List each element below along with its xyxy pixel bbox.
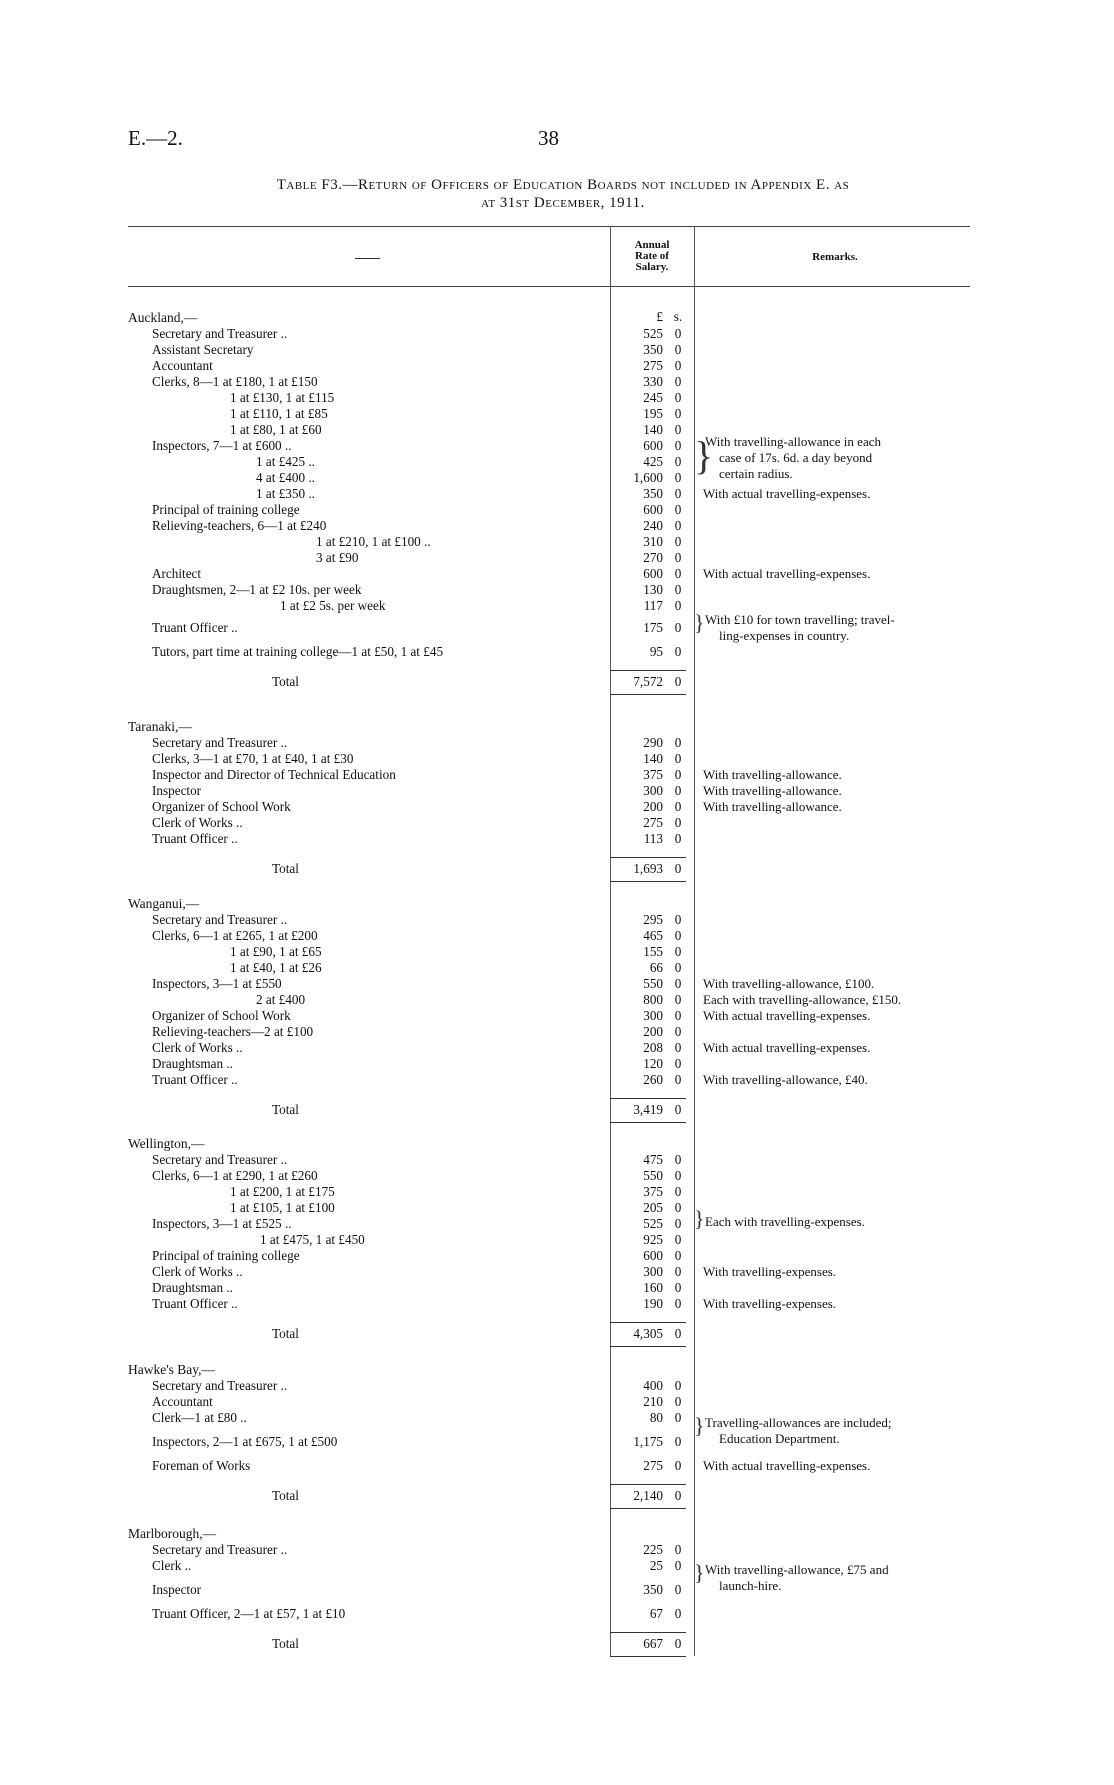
remark: With actual travelling-expenses. (703, 566, 871, 581)
salary-pounds: 350 (643, 1582, 663, 1597)
salary-shillings: 0 (674, 1394, 682, 1409)
salary-pounds: 205 (643, 1200, 663, 1215)
officer-label: Secretary and Treasurer .. (152, 326, 288, 341)
total-bottom-rule (610, 1122, 686, 1123)
officer-label: Clerks, 3—1 at £70, 1 at £40, 1 at £30 (152, 751, 354, 766)
table-row (128, 1378, 970, 1394)
officer-label: Secretary and Treasurer .. (152, 912, 288, 927)
salary-shillings: 0 (674, 1216, 682, 1231)
salary-pounds: 130 (643, 582, 663, 597)
salary-shillings: 0 (674, 550, 682, 565)
officer-label: Truant Officer .. (152, 1072, 238, 1087)
remark: With travelling-allowance, £40. (703, 1072, 868, 1087)
salary-shillings: 0 (674, 1582, 682, 1597)
officer-label: Inspectors, 7—1 at £600 .. (152, 438, 292, 453)
brace-auckland-truant: } (694, 610, 705, 635)
section-heading: Hawke's Bay,— (128, 1362, 216, 1377)
officer-label: Clerks, 8—1 at £180, 1 at £150 (152, 374, 318, 389)
officer-label: 4 at £400 .. (256, 470, 315, 485)
salary-pounds: 375 (643, 1184, 663, 1199)
salary-shillings: 0 (674, 470, 682, 485)
officer-label: Principal of training college (152, 1248, 300, 1263)
table-row (128, 831, 970, 847)
table-row (128, 390, 970, 406)
salary-column-header: Annual Rate of Salary. (634, 239, 670, 273)
table-top-rule (128, 226, 970, 227)
total-label: Total (272, 861, 299, 876)
table-row (128, 1152, 970, 1168)
officer-label: Secretary and Treasurer .. (152, 1542, 288, 1557)
salary-pounds: 80 (649, 1410, 663, 1425)
officer-label: Inspector and Director of Technical Education (152, 767, 396, 782)
salary-shillings: 0 (674, 1008, 682, 1023)
salary-pounds: 210 (643, 1394, 663, 1409)
total-pounds: 2,140 (633, 1488, 663, 1503)
officer-label: Draughtsman .. (152, 1056, 233, 1071)
table-row (128, 1184, 970, 1200)
section-heading: Auckland,— (128, 310, 198, 325)
table-row (128, 518, 970, 534)
officer-label: 1 at £130, 1 at £115 (230, 390, 335, 405)
officer-label: Truant Officer, 2—1 at £57, 1 at £10 (152, 1606, 346, 1621)
officer-label: Draughtsmen, 2—1 at £2 10s. per week (152, 582, 362, 597)
remark: With travelling-expenses. (703, 1296, 837, 1311)
remark: With actual travelling-expenses. (703, 1458, 871, 1473)
salary-shillings: 0 (674, 1024, 682, 1039)
salary-shillings: 0 (674, 486, 682, 501)
table-row (128, 976, 970, 992)
officer-label: 1 at £105, 1 at £100 (230, 1200, 335, 1215)
officer-label: Clerks, 6—1 at £265, 1 at £200 (152, 928, 318, 943)
table-title-line-2: at 31st December, 1911. (481, 195, 645, 211)
officer-label: Inspectors, 3—1 at £550 (152, 976, 282, 991)
table-row (128, 1024, 970, 1040)
salary-pounds: 375 (643, 767, 663, 782)
officer-label: Truant Officer .. (152, 831, 238, 846)
salary-pounds: 600 (643, 566, 663, 581)
salary-shillings: 0 (674, 1606, 682, 1621)
total-rule (610, 1098, 686, 1099)
salary-pounds: 160 (643, 1280, 663, 1295)
salary-shillings: 0 (674, 438, 682, 453)
salary-shillings: 0 (674, 1200, 682, 1215)
total-bottom-rule (610, 694, 686, 695)
salary-pounds: 140 (643, 751, 663, 766)
salary-pounds: 290 (643, 735, 663, 750)
remark: With travelling-allowance. (703, 783, 842, 798)
salary-shillings: 0 (674, 502, 682, 517)
table-row (128, 1606, 970, 1622)
salary-shillings: 0 (674, 992, 682, 1007)
salary-shillings: 0 (674, 566, 682, 581)
remark-hawkes-inspectors: Travelling-allowances are included; Education Department. (705, 1415, 892, 1446)
total-row (128, 861, 970, 877)
officer-label: Foreman of Works (152, 1458, 251, 1473)
document-code: E.—2. (128, 126, 183, 150)
total-pounds: 1,693 (633, 861, 663, 876)
table-row (128, 1248, 970, 1264)
salary-shillings: 0 (674, 1056, 682, 1071)
salary-pounds: 175 (643, 620, 663, 635)
salary-pounds: 208 (643, 1040, 663, 1055)
table-row (128, 1168, 970, 1184)
total-label: Total (272, 674, 299, 689)
units-row: £ s. (656, 309, 683, 324)
officer-label: Secretary and Treasurer .. (152, 735, 288, 750)
total-pounds: 3,419 (633, 1102, 663, 1117)
salary-pounds: 95 (649, 644, 663, 659)
remark-auckland-inspectors: With travelling-allowance in each case of 17s. 6d. a day beyond certain radius. (705, 434, 881, 481)
description-column-header (355, 258, 380, 259)
salary-pounds: 600 (643, 502, 663, 517)
total-rule (610, 1322, 686, 1323)
salary-shillings: 0 (674, 390, 682, 405)
remark: With actual travelling-expenses. (703, 486, 871, 501)
table-row (128, 550, 970, 566)
salary-shillings: 0 (674, 582, 682, 597)
officer-label: Architect (152, 566, 202, 581)
total-pounds: 667 (643, 1636, 663, 1651)
officer-label: 1 at £425 .. (256, 454, 315, 469)
salary-pounds: 155 (643, 944, 663, 959)
salary-shillings: 0 (674, 960, 682, 975)
salary-pounds: 475 (643, 1152, 663, 1167)
table-row (128, 735, 970, 751)
total-rule (610, 857, 686, 858)
salary-shillings: 0 (674, 944, 682, 959)
total-bottom-rule (610, 881, 686, 882)
salary-pounds: 600 (643, 1248, 663, 1263)
salary-pounds: 120 (643, 1056, 663, 1071)
officer-label: 1 at £80, 1 at £60 (230, 422, 322, 437)
salary-pounds: 350 (643, 486, 663, 501)
table-row (128, 815, 970, 831)
salary-shillings: 0 (674, 1264, 682, 1279)
salary-pounds: 550 (643, 976, 663, 991)
officer-label: Relieving-teachers, 6—1 at £240 (152, 518, 327, 533)
table-row (128, 1542, 970, 1558)
total-bottom-rule (610, 1656, 686, 1657)
salary-pounds: 1,175 (633, 1434, 663, 1449)
salary-pounds: 330 (643, 374, 663, 389)
salary-shillings: 0 (674, 1296, 682, 1311)
officer-label: 1 at £200, 1 at £175 (230, 1184, 335, 1199)
officer-label: Accountant (152, 358, 213, 373)
salary-pounds: 195 (643, 406, 663, 421)
table-row (128, 534, 970, 550)
salary-shillings: 0 (674, 644, 682, 659)
salary-shillings: 0 (674, 1542, 682, 1557)
officer-label: Relieving-teachers—2 at £100 (152, 1024, 314, 1039)
salary-pounds: 925 (643, 1232, 663, 1247)
officer-label: 1 at £110, 1 at £85 (230, 406, 328, 421)
salary-pounds: 800 (643, 992, 663, 1007)
table-row (128, 799, 970, 815)
total-row (128, 1326, 970, 1342)
salary-pounds: 295 (643, 912, 663, 927)
section-heading: Marlborough,— (128, 1526, 217, 1541)
brace-wellington-inspectors: } (694, 1206, 705, 1231)
table-row (128, 767, 970, 783)
officer-label: Inspector (152, 783, 202, 798)
salary-pounds: 25 (649, 1558, 663, 1573)
salary-pounds: 245 (643, 390, 663, 405)
table-row (128, 1072, 970, 1088)
total-shillings: 0 (674, 1636, 682, 1651)
officer-label: 2 at £400 (256, 992, 306, 1007)
total-label: Total (272, 1636, 299, 1651)
table-row (128, 326, 970, 342)
salary-shillings: 0 (674, 767, 682, 782)
salary-pounds: 140 (643, 422, 663, 437)
salary-shillings: 0 (674, 1232, 682, 1247)
officer-label: Inspectors, 3—1 at £525 .. (152, 1216, 292, 1231)
officer-label: Inspector (152, 1582, 202, 1597)
remark: Each with travelling-allowance, £150. (703, 992, 902, 1007)
officer-label: Clerk of Works .. (152, 1264, 243, 1279)
salary-shillings: 0 (674, 912, 682, 927)
table-row (128, 1296, 970, 1312)
remark: With travelling-allowance. (703, 767, 842, 782)
page-number: 38 (538, 126, 559, 150)
officer-label: Draughtsman .. (152, 1280, 233, 1295)
salary-shillings: 0 (674, 928, 682, 943)
salary-pounds: 275 (643, 1458, 663, 1473)
table-row (128, 342, 970, 358)
officer-label: 3 at £90 (316, 550, 359, 565)
salary-pounds: 400 (643, 1378, 663, 1393)
salary-pounds: 190 (643, 1296, 663, 1311)
table-row (128, 644, 970, 660)
officer-label: Clerks, 6—1 at £290, 1 at £260 (152, 1168, 318, 1183)
officer-label: Assistant Secretary (152, 342, 254, 357)
table-row (128, 1458, 970, 1474)
salary-pounds: 300 (643, 783, 663, 798)
section-heading: Wanganui,— (128, 896, 200, 911)
officer-label: Secretary and Treasurer .. (152, 1378, 288, 1393)
salary-pounds: 525 (643, 326, 663, 341)
officer-label: Truant Officer .. (152, 620, 238, 635)
salary-shillings: 0 (674, 815, 682, 830)
salary-shillings: 0 (674, 1378, 682, 1393)
salary-shillings: 0 (674, 1558, 682, 1573)
total-rule (610, 1632, 686, 1633)
total-label: Total (272, 1326, 299, 1341)
table-row (128, 502, 970, 518)
salary-pounds: 275 (643, 358, 663, 373)
table-row (128, 928, 970, 944)
salary-pounds: 300 (643, 1008, 663, 1023)
table-title (128, 176, 998, 212)
table-row (128, 406, 970, 422)
salary-shillings: 0 (674, 422, 682, 437)
salary-shillings: 0 (674, 1168, 682, 1183)
salary-shillings: 0 (674, 534, 682, 549)
officer-label: Truant Officer .. (152, 1296, 238, 1311)
officer-label: Organizer of School Work (152, 799, 291, 814)
table-row (128, 751, 970, 767)
salary-shillings: 0 (674, 976, 682, 991)
salary-pounds: 270 (643, 550, 663, 565)
officer-label: Organizer of School Work (152, 1008, 291, 1023)
section-heading: Taranaki,— (128, 719, 192, 734)
remark: With actual travelling-expenses. (703, 1040, 871, 1055)
table-row (128, 358, 970, 374)
remark-wellington-inspectors: Each with travelling-expenses. (705, 1214, 865, 1229)
salary-pounds: 350 (643, 342, 663, 357)
total-label: Total (272, 1102, 299, 1117)
salary-pounds: 117 (643, 598, 663, 613)
salary-shillings: 0 (674, 374, 682, 389)
salary-pounds: 525 (643, 1216, 663, 1231)
total-row (128, 1636, 970, 1652)
salary-shillings: 0 (674, 783, 682, 798)
table-row (128, 912, 970, 928)
table-row (128, 1232, 970, 1248)
salary-pounds: 600 (643, 438, 663, 453)
salary-shillings: 0 (674, 518, 682, 533)
table-row (128, 1056, 970, 1072)
salary-pounds: 550 (643, 1168, 663, 1183)
salary-shillings: 0 (674, 358, 682, 373)
remark: With actual travelling-expenses. (703, 1008, 871, 1023)
table-row (128, 374, 970, 390)
salary-pounds: 225 (643, 1542, 663, 1557)
total-shillings: 0 (674, 861, 682, 876)
salary-shillings: 0 (674, 454, 682, 469)
total-row (128, 1102, 970, 1118)
salary-shillings: 0 (674, 1434, 682, 1449)
total-label: Total (272, 1488, 299, 1503)
salary-pounds: 66 (649, 960, 663, 975)
table-row (128, 566, 970, 582)
section-heading: Wellington,— (128, 1136, 205, 1151)
salary-shillings: 0 (674, 326, 682, 341)
salary-shillings: 0 (674, 1248, 682, 1263)
officer-label: Clerk—1 at £80 .. (152, 1410, 247, 1425)
salary-shillings: 0 (674, 799, 682, 814)
officer-label: Tutors, part time at training college—1 at £50, 1 at £45 (152, 644, 444, 659)
salary-pounds: 113 (643, 831, 663, 846)
total-shillings: 0 (674, 1102, 682, 1117)
brace-marlborough-inspector: } (694, 1560, 705, 1585)
salary-shillings: 0 (674, 598, 682, 613)
salary-shillings: 0 (674, 1040, 682, 1055)
table-row (128, 1280, 970, 1296)
total-shillings: 0 (674, 1488, 682, 1503)
table-title-line-1: Table F3.—Return of Officers of Education Boards not included in Appendix E. as (276, 177, 850, 193)
officer-label: Principal of training college (152, 502, 300, 517)
salary-shillings: 0 (674, 620, 682, 635)
total-rule (610, 1484, 686, 1485)
remarks-column-header: Remarks. (812, 251, 858, 263)
salary-pounds: 465 (643, 928, 663, 943)
salary-pounds: 200 (643, 799, 663, 814)
total-shillings: 0 (674, 674, 682, 689)
officer-label: 1 at £210, 1 at £100 .. (316, 534, 431, 549)
table-row (128, 992, 970, 1008)
remark: With travelling-allowance. (703, 799, 842, 814)
table-row (128, 486, 970, 502)
salary-pounds: 275 (643, 815, 663, 830)
page-header (128, 126, 998, 156)
officer-label: Inspectors, 2—1 at £675, 1 at £500 (152, 1434, 338, 1449)
salary-shillings: 0 (674, 1458, 682, 1473)
salary-shillings: 0 (674, 406, 682, 421)
salary-pounds: 425 (643, 454, 663, 469)
remark: With travelling-allowance, £100. (703, 976, 875, 991)
officer-label: 1 at £2 5s. per week (280, 598, 386, 613)
brace-hawkes-inspectors: } (694, 1413, 705, 1438)
remark-marlborough-inspector: With travelling-allowance, £75 and launch-hire. (705, 1562, 889, 1593)
salary-pounds: 300 (643, 1264, 663, 1279)
table-row (128, 1040, 970, 1056)
officer-label: Clerk of Works .. (152, 1040, 243, 1055)
total-bottom-rule (610, 1346, 686, 1347)
salary-shillings: 0 (674, 1152, 682, 1167)
table-row (128, 783, 970, 799)
total-pounds: 7,572 (633, 674, 663, 689)
salary-pounds: 240 (643, 518, 663, 533)
remark: With travelling-expenses. (703, 1264, 837, 1279)
salary-shillings: 0 (674, 342, 682, 357)
salary-pounds: 260 (643, 1072, 663, 1087)
total-row (128, 1488, 970, 1504)
total-pounds: 4,305 (633, 1326, 663, 1341)
table-row (128, 1008, 970, 1024)
officer-label: 1 at £40, 1 at £26 (230, 960, 322, 975)
officer-label: 1 at £475, 1 at £450 (260, 1232, 365, 1247)
table-row (128, 1394, 970, 1410)
officer-label: 1 at £90, 1 at £65 (230, 944, 322, 959)
salary-shillings: 0 (674, 1184, 682, 1199)
salary-pounds: 200 (643, 1024, 663, 1039)
total-shillings: 0 (674, 1326, 682, 1341)
salary-shillings: 0 (674, 1072, 682, 1087)
total-row (128, 674, 970, 690)
salary-pounds: 67 (649, 1606, 663, 1621)
salary-shillings: 0 (674, 831, 682, 846)
salary-shillings: 0 (674, 735, 682, 750)
table-row (128, 960, 970, 976)
table-row (128, 1264, 970, 1280)
officer-label: 1 at £350 .. (256, 486, 315, 501)
remark-auckland-truant: With £10 for town travelling; travel- ling-expenses in country. (705, 612, 895, 643)
table-header-rule (128, 286, 970, 287)
table-row (128, 582, 970, 598)
salary-shillings: 0 (674, 751, 682, 766)
officer-label: Secretary and Treasurer .. (152, 1152, 288, 1167)
salary-pounds: 310 (643, 534, 663, 549)
total-rule (610, 670, 686, 671)
officer-label: Accountant (152, 1394, 213, 1409)
brace-auckland-inspectors: } (694, 433, 714, 478)
salary-pounds: 1,600 (633, 470, 663, 485)
total-bottom-rule (610, 1508, 686, 1509)
salary-shillings: 0 (674, 1280, 682, 1295)
officer-label: Clerk of Works .. (152, 815, 243, 830)
table-row (128, 944, 970, 960)
officer-label: Clerk .. (152, 1558, 192, 1573)
salary-shillings: 0 (674, 1410, 682, 1425)
